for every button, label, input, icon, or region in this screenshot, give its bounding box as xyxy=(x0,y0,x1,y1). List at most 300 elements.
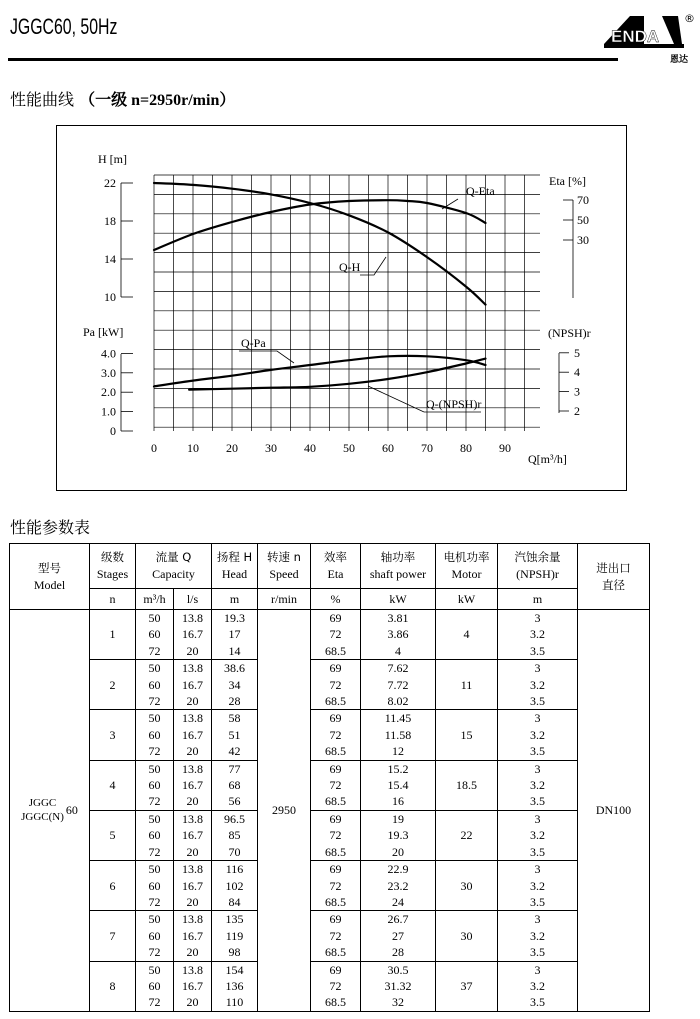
shaft-power-cell-value: 3.86 xyxy=(387,627,409,642)
capacity-m3h-cell-value: 50 xyxy=(148,761,161,776)
npsh-cell xyxy=(498,810,578,860)
unit-label: l/s xyxy=(186,591,199,606)
npsh-cell-value: 3.2 xyxy=(530,828,545,843)
shaft-power-cell-value: 15.4 xyxy=(387,778,409,793)
performance-chart-svg xyxy=(56,125,627,491)
capacity-m3h-cell-value: 72 xyxy=(148,894,161,909)
motor-value: 30 xyxy=(460,878,473,893)
capacity-m3h-cell xyxy=(136,660,174,710)
head-cell-value: 85 xyxy=(228,828,241,843)
eta-tick-label: 50 xyxy=(577,213,589,227)
shaft-power-cell xyxy=(361,610,436,660)
head-cell-value: 38.6 xyxy=(224,661,245,676)
table-row xyxy=(10,861,650,911)
capacity-m3h-cell xyxy=(136,710,174,760)
capacity-ls-cell-value: 16.7 xyxy=(182,878,203,893)
head-cell-value: 56 xyxy=(228,794,241,809)
unit-label: m³/h xyxy=(143,591,166,606)
eta-cell xyxy=(311,911,361,961)
header-capacity-en: Capacity xyxy=(152,567,195,581)
capacity-m3h-cell-value: 72 xyxy=(148,794,161,809)
unit-cell xyxy=(311,589,361,610)
performance-chart xyxy=(56,125,627,491)
power-tick-label: 4.0 xyxy=(101,346,116,361)
eta-cell-value: 68.5 xyxy=(325,844,346,859)
npsh-cell-value: 3.5 xyxy=(530,995,545,1010)
power-tick-label: 3.0 xyxy=(101,365,116,380)
npsh-axis-label: (NPSH)r xyxy=(548,326,591,340)
header-diameter xyxy=(578,544,650,610)
table-row xyxy=(10,610,650,660)
capacity-ls-cell-value: 20 xyxy=(186,945,199,960)
capacity-ls-cell-value: 20 xyxy=(186,643,199,658)
capacity-m3h-cell-value: 60 xyxy=(148,928,161,943)
npsh-cell-value: 3.2 xyxy=(530,627,545,642)
eta-cell-value: 69 xyxy=(329,962,342,977)
stage-value: 2 xyxy=(109,677,116,692)
eta-cell-value: 72 xyxy=(329,727,342,742)
table-row xyxy=(10,810,650,860)
model-title: JGGC60, 50Hz xyxy=(10,14,118,39)
stage-value: 5 xyxy=(109,828,116,843)
stage-cell xyxy=(90,660,136,710)
unit-capacity-m3h xyxy=(136,589,174,610)
head-cell-value: 58 xyxy=(228,711,241,726)
unit-stages xyxy=(90,589,136,610)
capacity-ls-cell-value: 13.8 xyxy=(182,661,203,676)
registered-mark: ® xyxy=(684,12,695,25)
header-capacity xyxy=(136,544,212,589)
capacity-ls-cell-value: 13.8 xyxy=(182,962,203,977)
head-cell-value: 84 xyxy=(228,894,241,909)
eta-cell-value: 72 xyxy=(329,878,342,893)
head-cell xyxy=(212,861,258,911)
head-cell-value: 14 xyxy=(228,643,241,658)
header-zh-label: 电机功率 xyxy=(443,550,490,564)
shaft-power-cell-value: 27 xyxy=(392,928,404,943)
capacity-m3h-cell-value: 60 xyxy=(148,878,161,893)
shaft-power-cell-value: 30.5 xyxy=(387,962,409,977)
npsh-tick-label: 2 xyxy=(574,404,580,418)
unit-cell xyxy=(436,589,498,610)
speed-value: 2950 xyxy=(272,803,296,818)
capacity-m3h-cell-value: 72 xyxy=(148,844,161,859)
eta-cell-value: 72 xyxy=(329,778,342,793)
curve-title-text: 性能曲线 xyxy=(10,90,75,109)
header-stages-zh: 级数 xyxy=(101,550,124,564)
stage-value: 7 xyxy=(109,928,116,943)
head-cell-value: 154 xyxy=(225,962,244,977)
head-cell xyxy=(212,660,258,710)
unit-cell xyxy=(498,589,578,610)
unit-cell xyxy=(361,589,436,610)
shaft-power-cell-value: 8.02 xyxy=(387,694,409,709)
capacity-ls-cell-value: 16.7 xyxy=(182,928,203,943)
capacity-ls-cell-value: 16.7 xyxy=(182,727,203,742)
npsh-cell-value: 3.5 xyxy=(530,794,545,809)
speed-cell xyxy=(258,610,311,1012)
capacity-m3h-cell xyxy=(136,961,174,1011)
stage-cell xyxy=(90,861,136,911)
npsh-cell-value: 3 xyxy=(534,962,541,977)
npsh-cell-value: 3.5 xyxy=(530,694,545,709)
header-shaft-power xyxy=(361,544,436,589)
shaft-power-cell-value: 3.81 xyxy=(387,611,409,625)
stage-value: 4 xyxy=(109,778,116,793)
diameter-value: DN100 xyxy=(595,803,632,818)
curve-condition: （一级 n=2950r/min） xyxy=(79,92,236,109)
q-h-label: Q-H xyxy=(339,260,361,274)
header-model-en: Model xyxy=(33,577,66,592)
head-cell-value: 70 xyxy=(228,844,241,859)
table-row xyxy=(10,961,650,1011)
table-section-title: 性能参数表 xyxy=(10,518,91,537)
eta-tick-label: 70 xyxy=(577,193,589,207)
header-model-zh: 型号 xyxy=(38,560,61,575)
shaft-power-cell-value: 23.2 xyxy=(387,878,409,893)
header-motor xyxy=(436,544,498,589)
head-cell-value: 110 xyxy=(225,995,244,1010)
head-tick-label: 18 xyxy=(104,214,116,228)
head-tick-label: 10 xyxy=(104,290,116,304)
capacity-ls-cell-value: 20 xyxy=(186,844,199,859)
model-name-1: JGGC xyxy=(28,797,57,810)
x-tick-label: 10 xyxy=(187,441,199,455)
shaft-power-cell xyxy=(361,710,436,760)
npsh-cell-value: 3.5 xyxy=(530,744,545,759)
x-tick-label: 20 xyxy=(226,441,238,455)
power-axis-label: Pa [kW] xyxy=(83,325,124,339)
unit-label: kW xyxy=(457,591,476,606)
shaft-power-cell-value: 31.32 xyxy=(384,978,412,993)
capacity-m3h-cell-value: 50 xyxy=(148,711,161,726)
q-pa-label-leader xyxy=(239,351,294,363)
eta-cell xyxy=(311,610,361,660)
x-tick-label: 80 xyxy=(460,441,472,455)
npsh-cell xyxy=(498,961,578,1011)
capacity-m3h-cell-value: 50 xyxy=(148,962,161,977)
table-row xyxy=(10,760,650,810)
capacity-ls-cell xyxy=(174,911,212,961)
header-npsh-r xyxy=(498,544,578,589)
head-tick-label: 22 xyxy=(104,176,116,190)
npsh-cell-value: 3 xyxy=(534,912,541,927)
head-cell xyxy=(212,810,258,860)
head-cell-value: 34 xyxy=(228,677,241,692)
npsh-cell xyxy=(498,710,578,760)
npsh-cell-value: 3.5 xyxy=(530,894,545,909)
npsh-cell xyxy=(498,760,578,810)
eta-cell-value: 72 xyxy=(329,627,342,642)
header-en-label: Speed xyxy=(269,567,299,581)
capacity-ls-cell-value: 20 xyxy=(186,694,199,709)
model-cell xyxy=(10,610,90,1012)
motor-value: 18.5 xyxy=(456,778,477,793)
head-cell-value: 136 xyxy=(225,978,244,993)
shaft-power-cell-value: 19.3 xyxy=(387,828,409,843)
capacity-ls-cell-value: 13.8 xyxy=(182,611,203,625)
capacity-ls-cell xyxy=(174,710,212,760)
header-stages xyxy=(90,544,136,589)
npsh-cell-value: 3.2 xyxy=(530,677,545,692)
capacity-ls-cell xyxy=(174,660,212,710)
header-diameter-zh: 进出口 xyxy=(596,560,631,575)
eta-cell xyxy=(311,961,361,1011)
shaft-power-cell-value: 19 xyxy=(392,811,404,826)
npsh-cell-value: 3 xyxy=(534,811,541,826)
capacity-ls-cell xyxy=(174,810,212,860)
unit-cell xyxy=(212,589,258,610)
capacity-m3h-cell-value: 60 xyxy=(148,727,161,742)
npsh-tick-label: 4 xyxy=(574,365,580,380)
header-zh-label: 扬程 H xyxy=(216,550,253,564)
eta-cell-value: 68.5 xyxy=(325,694,346,709)
model-name-2: JGGC(N) xyxy=(21,811,64,824)
q-eta-curve xyxy=(154,200,486,250)
shaft-power-cell-value: 15.2 xyxy=(387,761,409,776)
motor-cell xyxy=(436,610,498,660)
shaft-power-cell xyxy=(361,911,436,961)
header-eta xyxy=(311,544,361,589)
eta-cell-value: 68.5 xyxy=(325,995,346,1010)
motor-cell xyxy=(436,911,498,961)
stage-cell xyxy=(90,810,136,860)
header-zh-label: 轴功率 xyxy=(380,550,416,564)
npsh-cell-value: 3.5 xyxy=(530,643,545,658)
head-axis-label: H [m] xyxy=(98,152,127,166)
chart-ticks xyxy=(101,176,589,455)
shaft-power-cell xyxy=(361,861,436,911)
header-speed xyxy=(258,544,311,589)
eta-cell-value: 68.5 xyxy=(325,744,346,759)
header-en-label: Motor xyxy=(451,567,482,581)
table-row xyxy=(10,660,650,710)
logo-emblem xyxy=(600,6,696,72)
shaft-power-cell-value: 28 xyxy=(392,945,404,960)
capacity-ls-cell-value: 13.8 xyxy=(182,811,203,826)
capacity-m3h-cell-value: 50 xyxy=(148,611,161,625)
header-en-label: shaft power xyxy=(369,567,427,581)
shaft-power-cell xyxy=(361,660,436,710)
shaft-power-cell-value: 26.7 xyxy=(387,912,409,927)
capacity-ls-cell-value: 16.7 xyxy=(182,978,203,993)
motor-cell xyxy=(436,861,498,911)
shaft-power-cell xyxy=(361,760,436,810)
capacity-m3h-cell xyxy=(136,810,174,860)
header-capacity-zh: 流量 Q xyxy=(155,550,192,564)
capacity-ls-cell-value: 20 xyxy=(186,794,199,809)
q-h-curve xyxy=(154,183,486,305)
chart-frame xyxy=(57,126,627,491)
unit-capacity-ls xyxy=(174,589,212,610)
eta-cell-value: 72 xyxy=(329,828,342,843)
x-tick-label: 60 xyxy=(382,441,394,455)
motor-cell xyxy=(436,660,498,710)
npsh-cell-value: 3 xyxy=(534,611,541,625)
head-cell-value: 116 xyxy=(225,862,244,877)
q-eta-label: Q-Eta xyxy=(466,184,495,198)
eta-cell-value: 69 xyxy=(329,711,342,726)
head-cell-value: 17 xyxy=(228,627,241,642)
capacity-m3h-cell-value: 60 xyxy=(148,627,161,642)
shaft-power-cell-value: 11.45 xyxy=(384,711,412,726)
head-cell-value: 77 xyxy=(228,761,241,776)
eta-cell-value: 69 xyxy=(329,862,342,877)
stage-cell xyxy=(90,911,136,961)
eta-tick-label: 30 xyxy=(577,233,589,247)
capacity-ls-cell-value: 13.8 xyxy=(182,912,203,927)
capacity-m3h-cell xyxy=(136,911,174,961)
header-en-label: Eta xyxy=(327,567,344,581)
eta-cell-value: 72 xyxy=(329,677,342,692)
diameter-cell xyxy=(578,610,650,1012)
stage-value: 6 xyxy=(109,878,116,893)
npsh-cell xyxy=(498,911,578,961)
eta-cell xyxy=(311,810,361,860)
eta-axis-label: Eta [%] xyxy=(549,174,586,188)
unit-label: m xyxy=(229,591,240,606)
table-row xyxy=(10,710,650,760)
capacity-m3h-cell-value: 60 xyxy=(148,978,161,993)
unit-label: n xyxy=(109,591,116,606)
head-cell-value: 19.3 xyxy=(224,611,245,625)
shaft-power-cell-value: 32 xyxy=(392,995,404,1010)
capacity-ls-cell xyxy=(174,610,212,660)
npsh-cell-value: 3.2 xyxy=(530,928,545,943)
eta-cell xyxy=(311,760,361,810)
head-cell xyxy=(212,760,258,810)
capacity-ls-cell-value: 16.7 xyxy=(182,778,203,793)
npsh-cell-value: 3.5 xyxy=(530,844,545,859)
motor-cell xyxy=(436,810,498,860)
logo-right-shape xyxy=(662,16,682,44)
head-cell-value: 96.5 xyxy=(224,811,245,826)
head-cell-value: 42 xyxy=(228,744,241,759)
capacity-m3h-cell-value: 60 xyxy=(148,778,161,793)
shaft-power-cell-value: 12 xyxy=(392,744,404,759)
shaft-power-cell-value: 20 xyxy=(392,844,404,859)
motor-cell xyxy=(436,760,498,810)
x-tick-label: 40 xyxy=(304,441,316,455)
x-tick-label: 90 xyxy=(499,441,511,455)
npsh-cell-value: 3 xyxy=(534,862,541,877)
table-header-row xyxy=(10,544,650,589)
header-zh-label: 转速 n xyxy=(267,550,301,564)
stage-cell xyxy=(90,961,136,1011)
logo-wordmark: ENDA xyxy=(611,27,660,46)
npsh-cell-value: 3.2 xyxy=(530,878,545,893)
capacity-m3h-cell-value: 72 xyxy=(148,744,161,759)
npsh-tick-label: 5 xyxy=(574,345,580,360)
eta-cell-value: 69 xyxy=(329,611,342,625)
eta-cell xyxy=(311,710,361,760)
capacity-ls-cell-value: 20 xyxy=(186,894,199,909)
stage-value: 8 xyxy=(109,978,116,993)
head-tick-label: 14 xyxy=(104,252,116,266)
q-npsh-curve xyxy=(189,359,485,390)
shaft-power-cell-value: 16 xyxy=(392,794,404,809)
npsh-tick-label: 3 xyxy=(574,384,580,399)
capacity-m3h-cell-value: 72 xyxy=(148,945,161,960)
capacity-m3h-cell-value: 60 xyxy=(148,828,161,843)
capacity-m3h-cell-value: 72 xyxy=(148,995,161,1010)
eta-cell-value: 68.5 xyxy=(325,794,346,809)
x-tick-label: 0 xyxy=(151,441,157,455)
q-npsh-label: Q-(NPSH)r xyxy=(426,397,482,411)
eta-cell xyxy=(311,861,361,911)
npsh-cell-value: 3.5 xyxy=(530,945,545,960)
motor-cell xyxy=(436,710,498,760)
stage-cell xyxy=(90,710,136,760)
motor-value: 4 xyxy=(463,627,470,642)
chart-curves xyxy=(154,183,495,412)
model-suffix: 60 xyxy=(65,803,78,818)
motor-value: 30 xyxy=(460,928,473,943)
x-tick-label: 70 xyxy=(421,441,433,455)
capacity-m3h-cell-value: 50 xyxy=(148,811,161,826)
capacity-ls-cell-value: 13.8 xyxy=(182,862,203,877)
npsh-cell-value: 3 xyxy=(534,761,541,776)
head-cell-value: 98 xyxy=(228,945,241,960)
header-zh-label: 汽蚀余量 xyxy=(514,550,561,564)
unit-label: kW xyxy=(389,591,407,606)
capacity-m3h-cell xyxy=(136,760,174,810)
npsh-cell xyxy=(498,660,578,710)
head-cell-value: 135 xyxy=(225,912,244,927)
shaft-power-cell-value: 22.9 xyxy=(387,862,409,877)
header-rule xyxy=(8,58,618,61)
head-cell xyxy=(212,610,258,660)
npsh-cell xyxy=(498,610,578,660)
head-cell-value: 68 xyxy=(228,778,241,793)
motor-value: 15 xyxy=(460,727,473,742)
table-unit-row xyxy=(10,589,650,610)
head-cell xyxy=(212,710,258,760)
header-head xyxy=(212,544,258,589)
motor-value: 11 xyxy=(460,677,473,692)
header-en-label: Head xyxy=(221,567,248,581)
npsh-cell-value: 3.2 xyxy=(530,727,545,742)
eta-cell-value: 69 xyxy=(329,912,342,927)
stage-value: 1 xyxy=(109,627,116,642)
capacity-m3h-cell-value: 50 xyxy=(148,862,161,877)
capacity-m3h-cell-value: 50 xyxy=(148,912,161,927)
table-row xyxy=(10,911,650,961)
header-zh-label: 效率 xyxy=(324,550,347,564)
eta-cell-value: 68.5 xyxy=(325,643,346,658)
eta-cell-value: 69 xyxy=(329,761,342,776)
capacity-ls-cell-value: 13.8 xyxy=(182,711,203,726)
capacity-ls-cell-value: 16.7 xyxy=(182,828,203,843)
capacity-m3h-cell-value: 50 xyxy=(148,661,161,676)
motor-value: 37 xyxy=(460,978,473,993)
eta-cell-value: 69 xyxy=(329,811,342,826)
stage-cell xyxy=(90,760,136,810)
capacity-ls-cell xyxy=(174,961,212,1011)
capacity-m3h-cell-value: 72 xyxy=(148,643,161,658)
head-cell xyxy=(212,911,258,961)
power-tick-label: 1.0 xyxy=(101,404,116,419)
unit-label: m xyxy=(532,591,543,606)
capacity-ls-cell-value: 20 xyxy=(186,744,199,759)
eta-cell-value: 72 xyxy=(329,928,342,943)
npsh-cell-value: 3.2 xyxy=(530,978,545,993)
head-cell-value: 119 xyxy=(225,928,244,943)
eta-cell-value: 72 xyxy=(329,978,342,993)
capacity-ls-cell-value: 13.8 xyxy=(182,761,203,776)
head-cell-value: 102 xyxy=(225,878,244,893)
shaft-power-cell-value: 11.58 xyxy=(384,727,412,742)
